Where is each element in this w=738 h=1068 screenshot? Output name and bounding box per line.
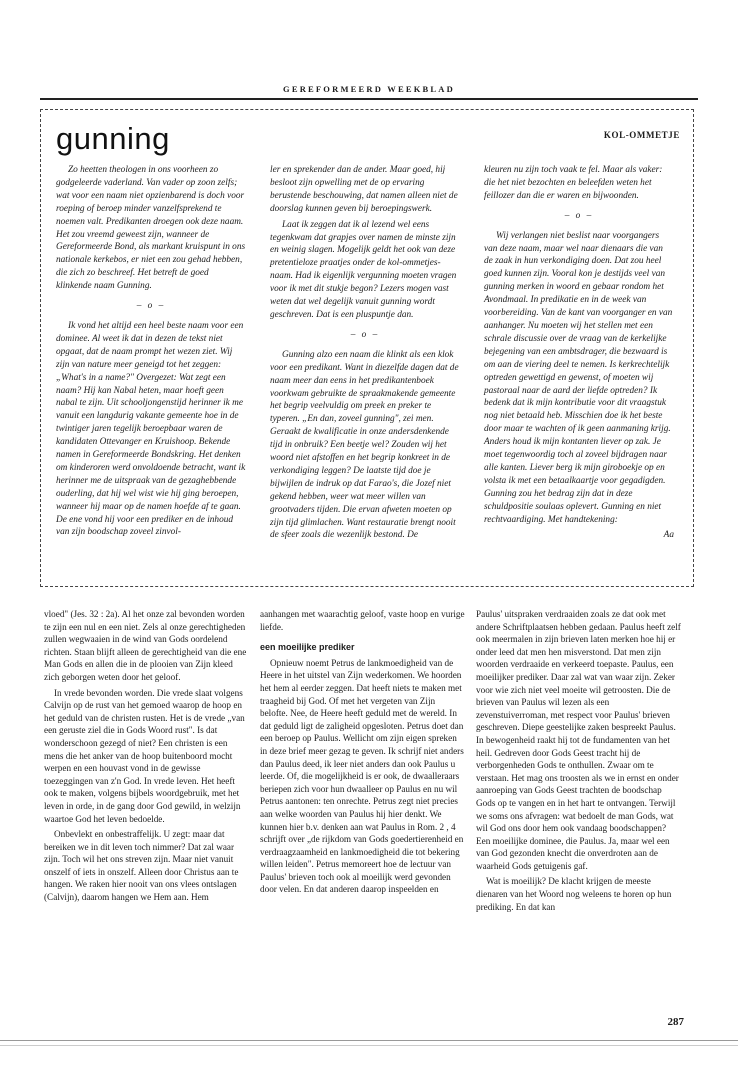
column-title: gunning	[56, 121, 170, 156]
signature: Aa	[663, 530, 674, 541]
italic-column-3	[484, 164, 674, 542]
paragraph: Onbevlekt en onbestraffelijk. U zegt: maar dat bereiken we in dit leven toch nimmer? Dat zal waar zijn. Toch wil het ons streven zijn. Maar niet vanuit onszelf of iets in onszelf. Alleen door Christus aan te hangen. We raken hier nooit van ons vlees ontslagen (Calvijn), daarom hangen we Hem aan. Hem	[44, 829, 239, 903]
separator: – o –	[136, 301, 166, 312]
paragraph: Opnieuw noemt Petrus de lankmoedigheid van de Heere in het uitstel van Zijn wederkomen. We hoorden het hem al eerder zeggen. Dat heeft niets te maken met traagheid bij God. Of met het vergeten van Zijn belofte. Nee, de Heere heeft geduld met de wereld. In dat geduld ligt de zaligheid opgesloten. Petrus doet dan een beroep op Paulus. Wellicht om zijn eigen spreken in deze brief meer gezag te geven. Ik schrijf niet anders dan Paulus deed, ik leer niet anders dan ook Paulus u leerde. Of, die mogelijkheid is er ook, de dwaalleraars beriepen zich voor hun dwaalleer op Paulus en nu wil Petrus aantonen: ten onrechte. Petrus zegt niet precies aan welke woorden van Paulus hij hier denkt. We kunnen hier b.v. denken aan wat Paulus in Rom. 2 , 4 schrijft over „de rijkdom van Gods goedertierenheid en verdraagzaamheid en lankmoedigheid die tot bekering willen leiden". Petrus memoreert hoe de lectuur van Paulus' brieven toch ook al moeilijk werd gevonden door velen. En dat anderen daarop inspeelden en	[260, 657, 464, 895]
paragraph: vloed" (Jes. 32 : 2a). Al het onze zal bevonden worden te zijn een nul en een niet. Zels al onze gerechtigheden zullen wegwaaien in de wind van Gods oordelend richten. Staan blijft alleen de gerechtigheid van die ene Man Gods en allen die in de plooien van Zijn kleed zich geborgen weten door het geloof.	[44, 609, 247, 682]
subheading: een moeilijke prediker	[260, 642, 355, 653]
column-rubric: KOL-OMMETJE	[603, 130, 680, 140]
body-column-1	[44, 608, 249, 907]
body-column-2	[260, 608, 465, 899]
paragraph: ler en sprekender dan de ander. Maar goed, hij besloot zijn opwelling met de op ervaring berustende beschouwing, dat namen alleen niet de doorslag kunnen geven bij beroepingswerk.	[270, 165, 458, 214]
paragraph: Gunning alzo een naam die klinkt als een klok voor een predikant. Want in diezelfde dagen dat de naam meer dan eens in het predikantenboek voorkwam gebruikte de spraakmakende gemeente het begrip veelvuldig om preek en preker te typeren. „En dan, zoveel gunning", zei men. Geraakt de kwalificatie in onze andersdenkende tijd in onbruik? Een beetje wel? Zouden wij het woord niet afstoffen en het begrip konkreet in de verkondiging leggen? De laatste tijd doe je bijwijlen de indruk op dat Farao's, die Jozef niet gekend hebben, weer wat meer willen van grootvaders tijden. Die ervan afweten moeten op zijn tijd glimlachen. Want restauratie brengt nooit de sfeer zoals die wezenlijk bestond. De	[270, 349, 459, 541]
running-header: GEREFORMEERD WEEKBLAD	[283, 84, 455, 94]
scan-edge-line	[0, 1045, 738, 1046]
separator: – o –	[564, 210, 594, 221]
paragraph: Wij verlangen niet beslist naar voorgangers van deze naam, maar wel naar dienaars die van de zaak in hun verkondiging doen. Dat zou heel goed kunnen zijn. Vooral kon je destijds veel van gunning merken in woord en gebaar rondom het Avondmaal. In predikatie en in de week van voorbereiding. Van de kant van voorganger en van aanhanger. Nu moeten wij het stellen met een schrale discussie over de vraag van de kerkelijke bejegening van een ambtsdrager, die bezwaard is om aan de viering deel te nemen. Is kerkrechtelijk optreden gewettigd en gewenst, of moeten wij pastoraal naar de aard der liefde optreden? Ik bedenk dat ik mijn kontributie voor dit vraagstuk nog niet betaald heb. Misschien doe ik het beste door maar te wachten of ik geen aanmaning krijg. Anders houd ik mijn kontanten liever op zak. Je moet tegenwoordig toch al zoveel bijdragen naar alle kanten. Liever berg ik mijn giroboekje op en volsta ik met een betaalkaartje voor gegadigden. Gunning zou het bedrag zijn dat in deze schuldpositie soulaas oplevert. Gunning en niet rechtvaardiging. Met handtekening:	[484, 230, 673, 525]
paragraph: aanhangen met waarachtig geloof, vaste hoop en vurige liefde.	[260, 609, 465, 632]
page-number: 287	[667, 1016, 684, 1028]
paragraph: In vrede bevonden worden. Die vrede slaat volgens Calvijn op de rust van het gemoed waarop de hoop en het geduld van de christen rusten. Het is de vrede „van een geruste ziel die in Gods Woord rust". Is dat wonderschoon gezegd of niet? Een christen is een mens die het anker van de hoop buitenboord mocht werpen en een houvast vond in de gewisse toezeggingen van z'n God. In vrede leven. Het heeft ook te maken, volgens bijbels woordgebruik, met het leven in orde, in de gang door God gewild, in welzijn waartoe God het leven bedoelde.	[44, 687, 245, 824]
scan-edge-line	[0, 1040, 738, 1041]
paragraph: Laat ik zeggen dat ik al lezend wel eens tegenkwam dat grapjes over namen de minste zijn en weinig slagen. Mogelijk geldt het ook van deze pretentieloze praatjes onder de kol-ommetjes-naam. Had ik eigenlijk vergunning moeten vragen voor ik met dit stukje begon? Lezers mogen vast weten dat wel degelijk vanuit gunning wordt geschreven. Dat is een pluspuntje dan.	[270, 219, 457, 320]
paragraph: Zo heetten theologen in ons voorheen zo godgeleerde vaderland. Van vader op zoon zelfs; wat voor een naam niet opzienbarend is doch voor roeping of beroep minder vanzelfsprekend te noemen valt. Predikanten droegen ook deze naam. Het zou vreemd geweest zijn, wanneer de Gereformeerde Bond, als markant kruispunt in ons nationale kerkebos, er niet een zou gehad hebben, die zich zo beschreef. Het betreft de goed klinkende naam Gunning.	[56, 165, 246, 292]
paragraph: Wat is moeilijk? De klacht krijgen de meeste dienaren van het Woord nog weleens te horen op hun prediking. En dat kan	[476, 876, 672, 912]
paragraph: kleuren nu zijn toch vaak te fel. Maar als vaker: die het niet bezochten en beleefden weten het feillozer dan die er waren en bijwoonden.	[484, 165, 663, 201]
header-rule	[40, 98, 698, 100]
body-column-3	[476, 608, 681, 916]
italic-column-2	[270, 164, 460, 542]
paragraph: Ik vond het altijd een heel beste naam voor een dominee. Al weet ik dat in dezen de tekst niet opgaat, dat de naam prompt het wezen ziet. Wij zijn van nature meer geneigd tot het zeggen: „What's in a name?" Overgezet: Wat zegt een naam? Hij kan Nabal heten, maar hoeft geen nabal te zijn. Uit schooljongenstijd herinner ik me vanuit een langdurig vakante gemeente hoe in de twintiger jaren tegelijk beroepbaar waren de kandidaten Ottevanger en Kruishoop. Bekende namen in Gereformeerde Bondskring. Het denken om kinderoren werd onvoldoende betracht, want ik herinner me de uitspraak van de gezaghebbende ouderling, dat hij wel wist wie hij ging beroepen, wanneer hij maar op de namen hoefde af te gaan. De ene vond hij voor een prediker en de inhoud van zijn boodschap zoveel zinvol-	[56, 320, 246, 538]
separator: – o –	[350, 329, 380, 340]
italic-column-1	[56, 164, 246, 539]
paragraph: Paulus' uitspraken verdraaiden zoals ze dat ook met andere Schriftplaatsen hebben gedaan. Paulus heeft zelf ook meermalen in zijn brieven laten merken hoe hij er onder leed dat men hen misverstond. Dat men zijn woorden verdraaide en verkeerd toepaste. Paulus, een moeilijker prediker. Daar zal wat van waar zijn. Zeker voor wie zich niet veel moeite wil getroosten. Die de brieven van Paulus wil lezen als een zevenstuiverroman, met respect voor Paulus' brieven geschreven. Diepe geestelijke zaken bespreekt Paulus. In bewogenheid raakt hij tot de fundamenten van het heil. Gedreven door Gods Geest tracht hij de verborgenheden Gods te onthullen. Zwaar om te verstaan. Het mag ons troosten als we in ernst en onder aanroeping van Gods Geest trachten de boodschap Gods op te vangen en in het hart te ontvangen. Terwijl we soms ons afvragen: wat bedoelt de man Gods, wat wil God ons door hem ook vandaag boodschappen? Een moeilijke dominee, die Paulus. Ja, maar wel een van God gezonden knecht die onverdroten aan de waarheid Gods getuigenis gaf.	[476, 609, 681, 871]
